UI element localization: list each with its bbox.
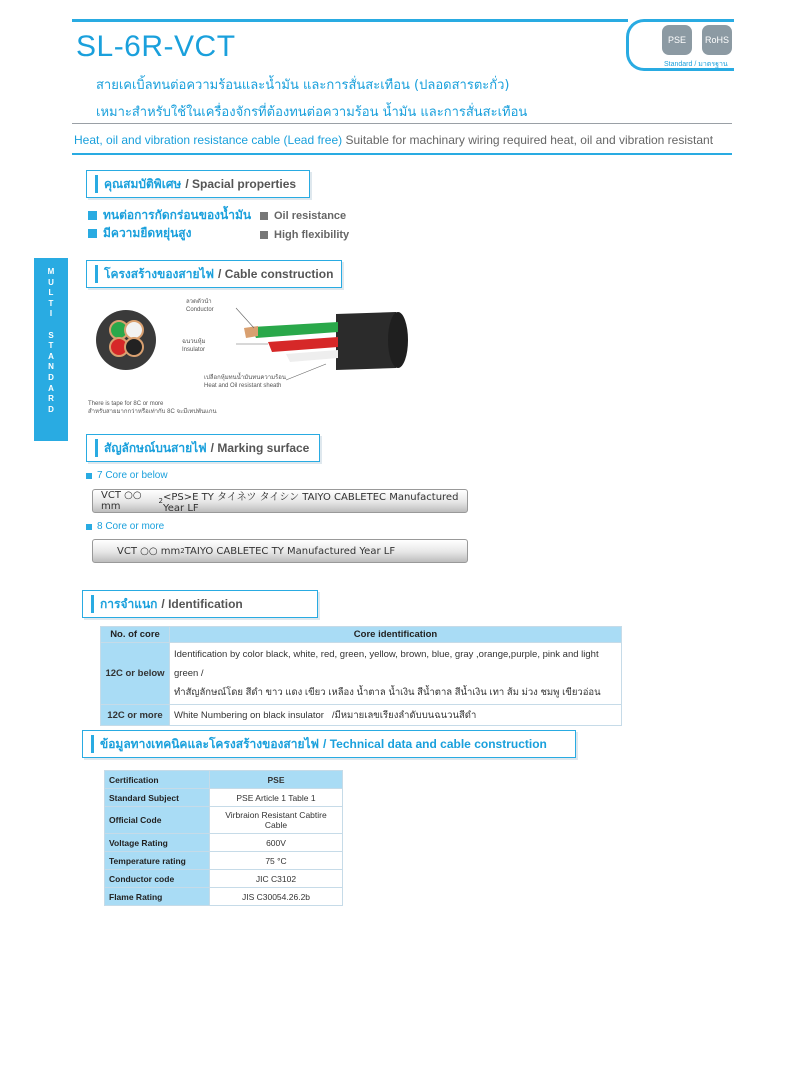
cell-text-en: White Numbering on black insulator bbox=[174, 709, 324, 721]
pse-badge-icon: PSE bbox=[662, 25, 692, 55]
table-cell-key: Certification bbox=[105, 771, 210, 789]
thai-description-2: เหมาะสำหรับใช้ในเครื่องจักรที่ต้องทนต่อความร้อน น้ำมัน และการสั่นสะเทือน bbox=[96, 105, 528, 120]
core-green-side bbox=[251, 322, 338, 338]
side-letter: U bbox=[48, 277, 54, 287]
table-row bbox=[105, 888, 343, 906]
section-title-en: / Cable construction bbox=[218, 267, 334, 281]
divider bbox=[72, 123, 732, 124]
table-cell-key: Flame Rating bbox=[105, 888, 210, 906]
section-marker bbox=[95, 439, 98, 457]
marking-bar-7core bbox=[92, 489, 468, 513]
table-cell-key: Official Code bbox=[105, 807, 210, 834]
marking-superscript: 2 bbox=[180, 547, 185, 555]
section-title-en: / Technical data and cable construction bbox=[323, 737, 547, 751]
marking-label-8core bbox=[86, 521, 164, 532]
english-description bbox=[74, 133, 713, 147]
table-header: Core identification bbox=[170, 627, 622, 643]
table-cell-value: JIC C3102 bbox=[210, 870, 343, 888]
table-row bbox=[105, 789, 343, 807]
table-cell bbox=[170, 643, 622, 705]
special-item-th-label: มีความยืดหยุ่นสูง bbox=[103, 226, 192, 240]
bullet-icon bbox=[260, 231, 268, 239]
core-white bbox=[125, 321, 143, 339]
section-marking-surface bbox=[86, 434, 320, 462]
side-letter bbox=[34, 320, 68, 331]
table-cell-value: Virbraion Resistant Cabtire Cable bbox=[210, 807, 343, 834]
side-letter: I bbox=[49, 309, 53, 319]
table-cell-key: Voltage Rating bbox=[105, 834, 210, 852]
table-cell-value: PSE bbox=[210, 771, 343, 789]
technical-data-table bbox=[104, 770, 343, 906]
label-conductor: ลวดตัวนำ Conductor bbox=[186, 299, 214, 313]
divider-blue bbox=[72, 153, 732, 155]
core-black bbox=[125, 338, 143, 356]
table-row bbox=[105, 807, 343, 834]
conductor-tip bbox=[244, 326, 258, 338]
table-row bbox=[105, 771, 343, 789]
bullet-icon bbox=[86, 473, 92, 479]
bullet-icon bbox=[88, 229, 97, 238]
page-title: SL-6R-VCT bbox=[76, 30, 236, 63]
bullet-icon bbox=[260, 212, 268, 220]
side-letter: A bbox=[48, 383, 54, 393]
marking-bar-8core bbox=[92, 539, 468, 563]
section-title-en: / Marking surface bbox=[210, 441, 310, 455]
section-marker bbox=[95, 265, 98, 283]
table-cell-value: 600V bbox=[210, 834, 343, 852]
cell-text-th: /มีหมายเลขเรียงลำดับบนฉนวนสีดำ bbox=[331, 709, 477, 721]
special-item-en-label: High flexibility bbox=[274, 229, 350, 241]
bullet-icon bbox=[86, 524, 92, 530]
english-description-rest: Suitable for machinary wiring required heat, oil and vibration resistant bbox=[345, 133, 714, 147]
side-letter: T bbox=[48, 298, 54, 308]
table-cell-key: Temperature rating bbox=[105, 852, 210, 870]
marking-superscript: 2 bbox=[158, 497, 163, 505]
marking-text: VCT ○○ mm bbox=[101, 490, 142, 512]
section-technical-data bbox=[82, 730, 576, 758]
side-letter: D bbox=[48, 404, 54, 414]
section-title-th: คุณสมบัติพิเศษ bbox=[104, 176, 182, 191]
side-letter: T bbox=[48, 341, 54, 351]
special-item-th-label: ทนต่อการกัดกร่อนของน้ำมัน bbox=[103, 208, 252, 222]
side-letter: D bbox=[48, 372, 54, 382]
table-row bbox=[101, 643, 622, 705]
table-header: No. of core bbox=[101, 627, 170, 643]
section-title-en: / Identification bbox=[161, 597, 243, 611]
special-item-th bbox=[88, 206, 251, 225]
special-item-en bbox=[260, 229, 349, 241]
table-cell bbox=[170, 705, 622, 726]
section-marker bbox=[91, 595, 94, 613]
bullet-icon bbox=[88, 211, 97, 220]
table-cell-value: JIS C30054.26.2b bbox=[210, 888, 343, 906]
table-row bbox=[105, 852, 343, 870]
marking-text: <PS>E TY タイネツ タイシン TAIYO CABLETEC Manufactured Year LF bbox=[162, 492, 459, 514]
label-tape: There is tape for 8C or more สำหรับสายมากกว่าหรือเท่ากับ 8C จะมีเทปพันแกน bbox=[88, 401, 217, 415]
technical-data-body bbox=[105, 771, 343, 906]
table-cell: 12C or below bbox=[101, 643, 170, 705]
section-cable-construction bbox=[86, 260, 342, 288]
section-title-th: โครงสร้างของสายไฟ bbox=[104, 266, 215, 281]
table-row bbox=[105, 870, 343, 888]
table-cell-key: Standard Subject bbox=[105, 789, 210, 807]
core-red-side bbox=[268, 337, 338, 352]
table-row bbox=[101, 627, 622, 643]
side-letter: N bbox=[48, 362, 54, 372]
marking-label-text: 7 Core or below bbox=[97, 470, 168, 481]
side-letter: R bbox=[48, 394, 54, 404]
table-cell: 12C or more bbox=[101, 705, 170, 726]
marking-label-text: 8 Core or more bbox=[97, 521, 165, 532]
marking-text: TAIYO CABLETEC TY Manufactured Year LF bbox=[184, 545, 396, 557]
table-cell-value: 75 °C bbox=[210, 852, 343, 870]
section-title-th: ข้อมูลทางเทคนิคและโครงสร้างของสายไฟ bbox=[100, 736, 320, 751]
side-letter: A bbox=[48, 351, 54, 361]
table-cell-key: Conductor code bbox=[105, 870, 210, 888]
section-marker bbox=[91, 735, 94, 753]
side-letter: S bbox=[48, 330, 54, 340]
english-description-bold: Heat, oil and vibration resistance cable (Lead free) bbox=[74, 133, 343, 147]
side-vertical-label bbox=[34, 258, 68, 441]
header-top-rule bbox=[72, 19, 628, 22]
special-item-en bbox=[260, 210, 346, 222]
table-row bbox=[105, 834, 343, 852]
cell-text-en: Identification by color black, white, red, green, yellow, brown, blue, gray ,orange,purple, pink and light green / bbox=[174, 649, 599, 679]
section-marker bbox=[95, 175, 98, 193]
side-letter: M bbox=[47, 267, 55, 276]
section-special-properties bbox=[86, 170, 310, 198]
special-item-en-label: Oil resistance bbox=[274, 210, 347, 222]
identification-table bbox=[100, 626, 622, 726]
rohs-badge-icon: RoHS bbox=[702, 25, 732, 55]
marking-text: VCT ○○ mm bbox=[117, 545, 181, 557]
side-vertical-letters bbox=[34, 258, 68, 415]
standard-label: Standard / มาตรฐาน bbox=[664, 61, 728, 68]
table-cell-value: PSE Article 1 Table 1 bbox=[210, 789, 343, 807]
section-title-en: / Spacial properties bbox=[185, 177, 297, 191]
core-white-side bbox=[286, 350, 338, 362]
section-title-th: การจำแนก bbox=[100, 596, 158, 611]
label-insulator: ฉนวนหุ้ม Insulator bbox=[182, 339, 206, 353]
table-row bbox=[101, 705, 622, 726]
marking-label-7core bbox=[86, 470, 168, 481]
cell-text-th: ทำสัญลักษณ์โดย สีดำ ขาว แดง เขียว เหลือง น้ำตาล น้ำเงิน สีน้ำตาล สีน้ำเงิน เทา ส้ม ม่วง ชมพู เขียวอ่อน bbox=[174, 687, 601, 698]
section-identification bbox=[82, 590, 318, 618]
label-sheath: เปลือกหุ้มทนน้ำมันทนความร้อน Heat and Oil resistant sheath bbox=[204, 375, 286, 389]
side-letter: L bbox=[48, 288, 54, 298]
special-item-th bbox=[88, 224, 191, 243]
thai-description-1: สายเคเบิ้ลทนต่อความร้อนและน้ำมัน และการสั่นสะเทือน (ปลอดสารตะกั่ว) bbox=[96, 78, 510, 93]
section-title-th: สัญลักษณ์บนสายไฟ bbox=[104, 440, 207, 455]
